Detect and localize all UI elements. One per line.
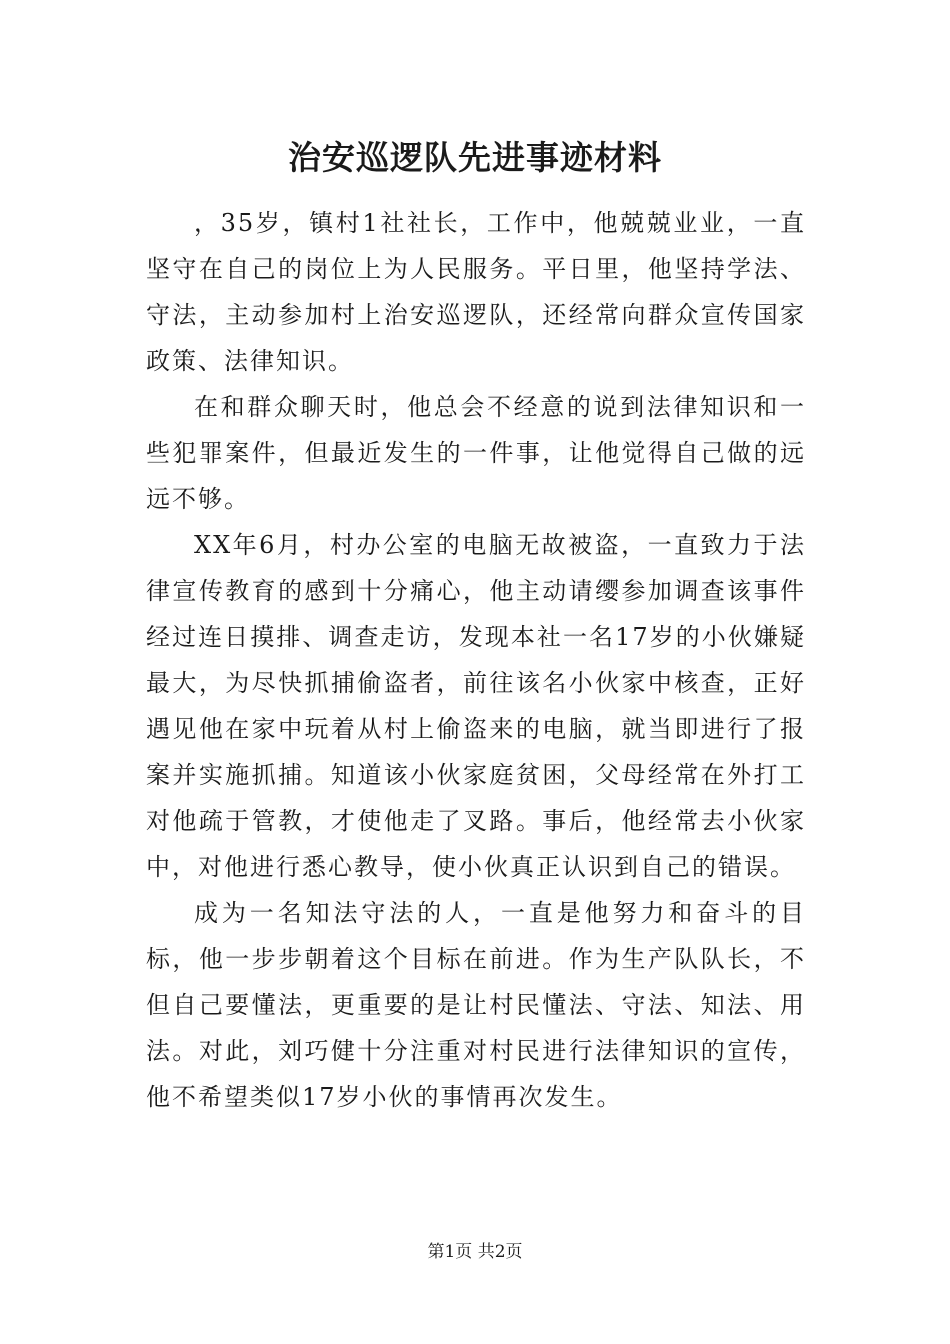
paragraph: 成为一名知法守法的人，一直是他努力和奋斗的目标，他一步步朝着这个目标在前进。作为生产队队长，不但自己要懂法，更重要的是让村民懂法、守法、知法、用法。对此，刘巧健十分注重对村民进行法律知识的宣传，他不希望类似17岁小伙的事情再次发生。 xyxy=(146,899,806,1111)
page-number-footer: 第1页 共2页 xyxy=(427,1242,523,1262)
paragraph: XX年6月，村办公室的电脑无故被盗，一直致力于法律宣传教育的感到十分痛心，他主动请缨参加调查该事件经过连日摸排、调查走访，发现本社一名17岁的小伙嫌疑最大，为尽快抓捕偷盗者，前往该名小伙家中核查，正好遇见他在家中玩着从村上偷盗来的电脑，就当即进行了报案并实施抓捕。知道该小伙家庭贫困，父母经常在外打工对他疏于管教，才使他走了叉路。事后，他经常去小伙家中，对他进行悉心教导，使小伙真正认识到自己的错误。 xyxy=(146,531,806,881)
document-title: 治安巡逻队先进事迹材料 xyxy=(288,138,662,177)
paragraph: ，35岁，镇村1社社长，工作中，他兢兢业业，一直坚守在自己的岗位上为人民服务。平日里，他坚持学法、守法，主动参加村上治安巡逻队，还经常向群众宣传国家政策、法律知识。 xyxy=(146,209,806,375)
paragraph: 在和群众聊天时，他总会不经意的说到法律知识和一些犯罪案件，但最近发生的一件事，让他觉得自己做的远远不够。 xyxy=(146,393,806,513)
document-body xyxy=(146,200,806,1120)
